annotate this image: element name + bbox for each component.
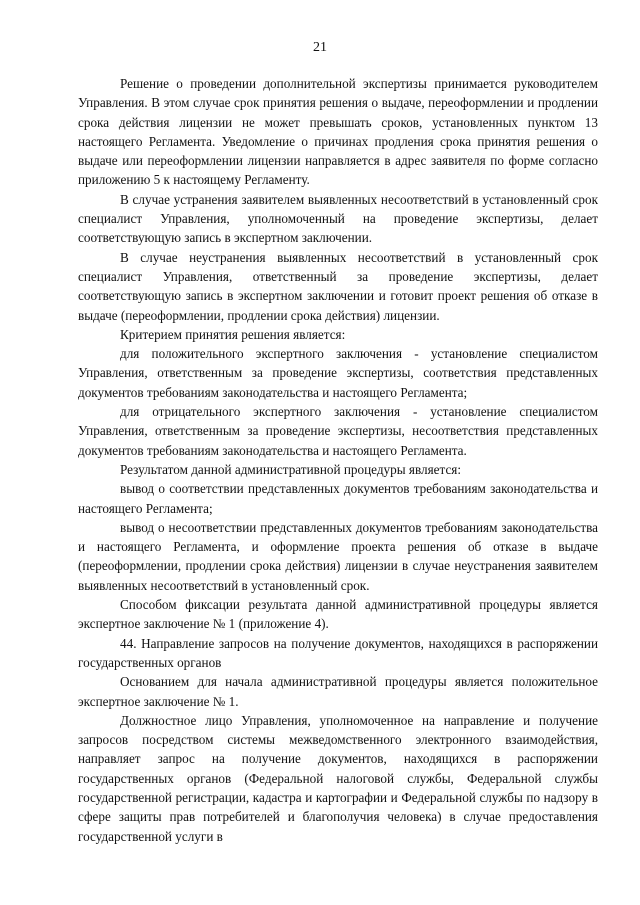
document-body — [78, 74, 598, 846]
paragraph-official-requests: Должностное лицо Управления, уполномоченное на направление и получение запросов посредством системы межведомственного электронного взаимодействия, направляет запрос на получение документов, находящихся в распоряжении государственных органов (Федеральной налоговой службы, Федеральной службы государственной регистрации, кадастра и картографии и Федеральной службы по надзору в сфере защиты прав потребителей и благополучия человека) в случае предоставления государственной услуги в — [78, 712, 598, 844]
paragraph-result-heading: Результатом данной административной процедуры является: — [120, 461, 462, 477]
paragraph-basis: Основанием для начала административной процедуры является положительное экспертное заключение № 1. — [78, 674, 598, 709]
paragraph-elimination: В случае устранения заявителем выявленных несоответствий в установленный срок специалист Управления, уполномоченный на проведение экспертизы, делает соответствующую запись в экспертном заключении. — [78, 191, 598, 246]
page-number: 21 — [313, 40, 327, 55]
paragraph-fixation: Способом фиксации результата данной административной процедуры является экспертное заключение № 1 (приложение 4). — [78, 597, 598, 632]
paragraph-positive-conclusion: для положительного экспертного заключения - установление специалистом Управления, ответственным за проведение экспертизы, соответствия представленных документов требованиям законодательства и настоящего Регламента; — [78, 346, 598, 400]
paragraph-result-compliance: вывод о соответствии представленных документов требованиям законодательства и настоящего Регламента; — [78, 481, 598, 516]
paragraph-negative-conclusion: для отрицательного экспертного заключения - установление специалистом Управления, ответственным за проведение экспертизы, несоответствия представленных документов требованиям законодательства и настоящего Регламента. — [78, 404, 598, 458]
section-44-heading: 44. Направление запросов на получение документов, находящихся в распоряжении государственных органов — [78, 635, 598, 670]
paragraph-additional-expertise: Решение о проведении дополнительной экспертизы принимается руководителем Управления. В этом случае срок принятия решения о выдаче, переоформлении и продлении срока действия лицензии не может превышать сроков, установленных пунктом 13 настоящего Регламента. Уведомление о причинах продления срока принятия решения о выдаче или переоформлении лицензии направляется в адрес заявителя по форме согласно приложению 5 к настоящему Регламенту. — [78, 76, 598, 188]
paragraph-non-elimination: В случае неустранения выявленных несоответствий в установленный срок специалист Управления, ответственный за проведение экспертизы, делает соответствующую запись в экспертном заключении и готовит проект решения об отказе в выдаче (переоформлении, продлении срока действия) лицензии. — [78, 249, 598, 323]
paragraph-criteria-heading: Критерием принятия решения является: — [120, 326, 346, 342]
paragraph-result-noncompliance: вывод о несоответствии представленных документов требованиям законодательства и настоящего Регламента, и оформление проекта решения об отказе в выдаче (переоформлении, продлении срока действия) лицензии в случае неустранения заявителем выявленных несоответствий в установленный срок. — [78, 519, 598, 593]
